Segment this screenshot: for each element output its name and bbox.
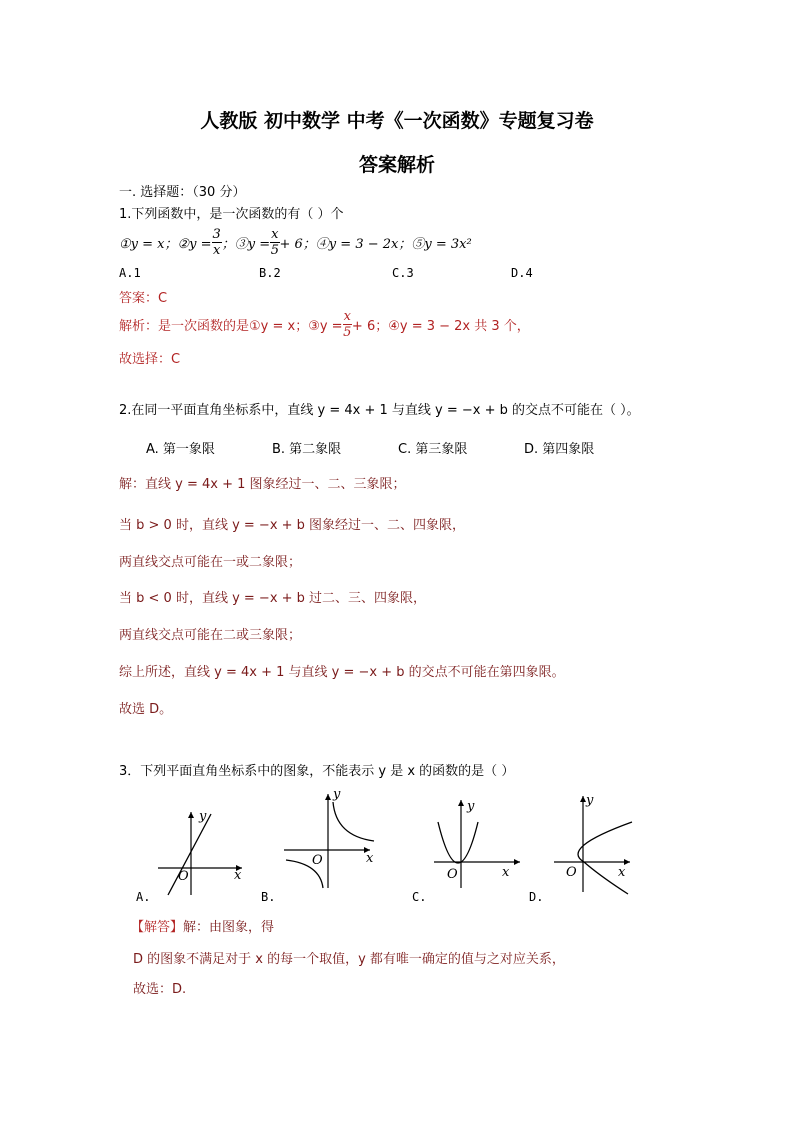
q3-graph-a xyxy=(148,800,248,900)
graph-d-y-label: y xyxy=(586,793,594,808)
q1-conclusion: 故选择：C xyxy=(119,352,181,367)
graph-a-y-label: y xyxy=(199,809,207,824)
q2-solution-line-5: 两直线交点可能在二或三象限； xyxy=(119,628,302,643)
graph-d-sideways-parabola xyxy=(578,822,632,894)
q1-fraction-1-num: 3 xyxy=(212,226,221,242)
q2-stem: 2.在同一平面直角坐标系中，直线 y = 4x + 1 与直线 y = −x + b 的交点不可能在（ ）。 xyxy=(119,403,640,418)
q1-fraction-2-den: 5 xyxy=(270,242,279,258)
graph-c-y-arrow xyxy=(458,800,464,806)
q1-fraction-2 xyxy=(270,227,279,258)
q1-analysis-fraction-num: x xyxy=(343,308,351,324)
q3-graph-d xyxy=(550,790,650,895)
q3-answer-text: 解：由图象，得 xyxy=(183,920,275,935)
graph-d-x-label: x xyxy=(618,865,626,880)
q3-conclusion: 故选：D. xyxy=(133,982,187,997)
q2-solution-line-4: 当 b < 0 时，直线 y = −x + b 过二、三、四象限， xyxy=(119,591,427,606)
graph-c-origin: O xyxy=(447,867,458,882)
q2-option-d: D. 第四象限 xyxy=(524,442,595,457)
q1-analysis-part-2: + 6；④y = 3 − 2x 共 3 个， xyxy=(351,318,530,334)
q2-solution-line-3: 两直线交点可能在一或二象限； xyxy=(119,555,302,570)
q1-option-c: C.3 xyxy=(392,266,414,280)
q1-fraction-1 xyxy=(212,227,222,258)
q2-solution-line-7: 故选 D。 xyxy=(119,702,173,717)
q1-formula-line xyxy=(119,222,472,262)
q3-graph-b xyxy=(278,784,378,894)
graph-a-y-arrow xyxy=(188,812,194,818)
q2-option-a: A. 第一象限 xyxy=(146,442,215,457)
q3-graph-c-label: C. xyxy=(412,890,427,904)
graph-c-x-label: x xyxy=(502,865,510,880)
graph-c-parabola xyxy=(438,822,478,863)
q1-option-d: D.4 xyxy=(511,266,533,280)
q1-fraction-1-den: x xyxy=(212,242,221,258)
page-title: 人教版 初中数学 中考《一次函数》专题复习卷 xyxy=(200,110,594,132)
q3-answer-tag: 【解答】 xyxy=(131,920,184,935)
graph-b-curve-upper xyxy=(333,802,374,841)
q3-stem: 3．下列平面直角坐标系中的图象，不能表示 y 是 x 的函数的是（ ） xyxy=(119,764,515,779)
q1-analysis-fraction-den: 5 xyxy=(343,324,352,340)
q3-graph-b-label: B. xyxy=(261,890,276,904)
graph-b-x-label: x xyxy=(366,851,374,866)
graph-c-x-arrow xyxy=(514,859,520,865)
q2-solution-line-2: 当 b > 0 时，直线 y = −x + b 图象经过一、二、四象限， xyxy=(119,518,466,533)
q1-formula-part-2: ；③y = xyxy=(221,236,271,252)
graph-a-origin: O xyxy=(178,869,189,884)
q3-graph-a-label: A. xyxy=(136,890,151,904)
q3-explanation: D 的图象不满足对于 x 的每一个取值，y 都有唯一确定的值与之对应关系， xyxy=(133,952,565,967)
q1-option-a: A.1 xyxy=(119,266,141,280)
graph-b-y-label: y xyxy=(333,787,341,802)
graph-b-y-arrow xyxy=(325,794,331,800)
q2-option-c: C. 第三象限 xyxy=(398,442,468,457)
q1-stem: 1.下列函数中，是一次函数的有（ ）个 xyxy=(119,207,344,222)
q3-graph-d-label: D. xyxy=(529,890,544,904)
page-subtitle: 答案解析 xyxy=(358,154,435,176)
q2-option-b: B. 第二象限 xyxy=(272,442,342,457)
graph-a-line xyxy=(168,814,211,895)
graph-c-y-label: y xyxy=(467,799,475,814)
q3-graph-c xyxy=(430,792,530,892)
graph-a-x-label: x xyxy=(234,868,242,883)
q2-solution-line-1: 解：直线 y = 4x + 1 图象经过一、二、三象限； xyxy=(119,477,406,492)
q1-analysis-fraction xyxy=(343,309,352,340)
q3-answer-line xyxy=(131,916,274,935)
q1-answer: 答案：C xyxy=(119,291,168,306)
graph-d-origin: O xyxy=(566,865,577,880)
q2-solution-line-6: 综上所述，直线 y = 4x + 1 与直线 y = −x + b 的交点不可能在第四象限。 xyxy=(119,665,565,680)
q1-formula-part-1: ①y = x；②y = xyxy=(119,236,212,252)
graph-b-origin: O xyxy=(312,853,323,868)
q1-analysis-part-1: 解析：是一次函数的是①y = x；③y = xyxy=(119,318,343,334)
q1-option-b: B.2 xyxy=(259,266,281,280)
q1-analysis xyxy=(119,304,530,344)
q1-fraction-2-num: x xyxy=(271,226,279,242)
q1-formula-part-3: + 6；④y = 3 − 2x；⑤y = 3x² xyxy=(279,236,472,252)
section-heading: 一. 选择题：（30 分） xyxy=(119,185,246,200)
